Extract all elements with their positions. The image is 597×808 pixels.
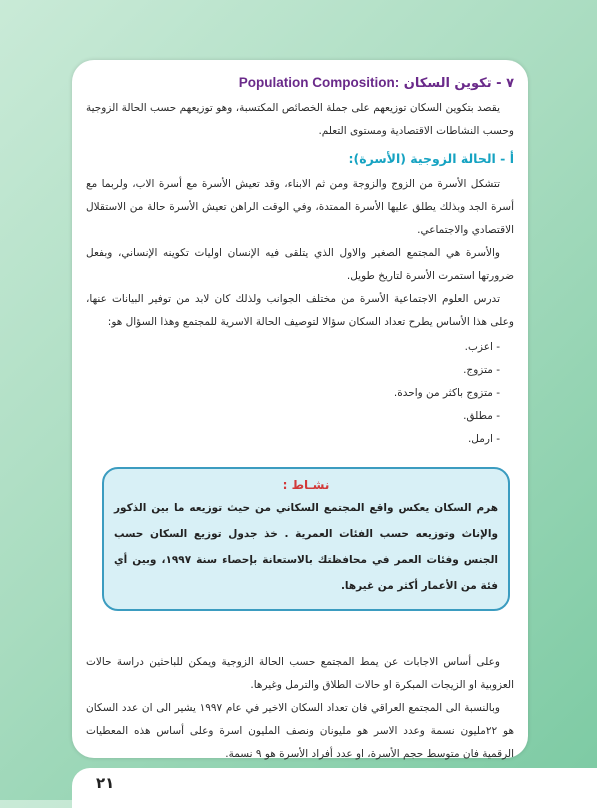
- list-item: - اعزب.: [464, 341, 500, 353]
- section-title-en: Population Composition:: [238, 75, 400, 90]
- list-item: - متزوج باكثر من واحدة.: [393, 387, 500, 399]
- page-sheet: [72, 60, 528, 758]
- page-number: ٢١: [96, 774, 115, 792]
- marital-status-list: [86, 336, 514, 451]
- intro-paragraph: يقصد بتكوين السكان توزيعهم على جملة الخصائص المكتسبة، وهو توزيعهم حسب الحالة الزوجية وحسب النشاطات الاقتصادية ومستوى التعلم.: [86, 102, 514, 137]
- activity-body: هرم السكان يعكس واقع المجتمع السكاني من حيث توزيعه ما بين الذكور والإناث وتوزيعه حسب الفئات العمرية . خذ جدول توزيع السكان حسب الجنس وفئات العمر في محافظتك بالاستعانة بإحصاء سنة ١٩٩٧، وبين أي فئة من الأعمار أكثر من غيرها.: [114, 502, 498, 592]
- subsection-title: أ - الحالة الزوجية (الأسرة):: [348, 151, 514, 166]
- list-item: - متزوج.: [463, 364, 500, 376]
- paragraph-family-formation: تتشكل الأسرة من الزوج والزوجة ومن ثم الابناء، وقد تعيش الأسرة مع أسرة الاب، ولربما مع أسرة الجد وبذلك يطلق عليها الأسرة الممتدة، وفي الوقت الراهن تعيش الأسرة حالة من الاستقلال الاقتصادي والاجتماعي.: [86, 178, 514, 236]
- list-item: - مطلق.: [463, 410, 500, 422]
- list-item: - ارمل.: [467, 433, 500, 445]
- activity-box: [102, 467, 510, 611]
- paragraph-family-society: والأسرة هي المجتمع الصغير والاول الذي يتلقى فيه الإنسان اوليات تكوينه الإنساني، وبفعل ضرورتها استمرت الأسرة لتاريخ طويل.: [86, 247, 514, 282]
- section-title: [86, 70, 514, 97]
- activity-title: نشـاط :: [282, 478, 330, 492]
- section-title-ar: ٧ - تكوين السكان: [399, 76, 514, 91]
- page-content: [86, 70, 514, 766]
- paragraph-iraq-census: وبالنسبة الى المجتمع العراقي فان تعداد السكان الاخير في عام ١٩٩٧ يشير الى ان عدد السكان هو ٢٢مليون نسمة وعدد الاسر هو مليونان ونصف المليون اسرة وعلى أساس هذه المعطيات الرقمية فان متوسط حجم الأسرة، او عدد أفراد الأسرة هو ٩ نسمة.: [86, 702, 514, 760]
- footer-bar: [72, 768, 597, 808]
- paragraph-answers: وعلى أساس الاجابات عن يمط المجتمع حسب الحالة الزوجية ويمكن للباحثين دراسة حالات العزوبية او الزيجات المبكرة او حالات الطلاق والترمل وغيرها.: [86, 656, 514, 691]
- paragraph-census-question: تدرس العلوم الاجتماعية الأسرة من مختلف الجوانب ولذلك كان لابد من توفير البيانات عنها، وعلى هذا الأساس يطرح تعداد السكان سؤالا لتوصيف الحالة الاسرية للمجتمع وهذا السؤال هو:: [86, 293, 514, 328]
- spacer: [86, 611, 514, 651]
